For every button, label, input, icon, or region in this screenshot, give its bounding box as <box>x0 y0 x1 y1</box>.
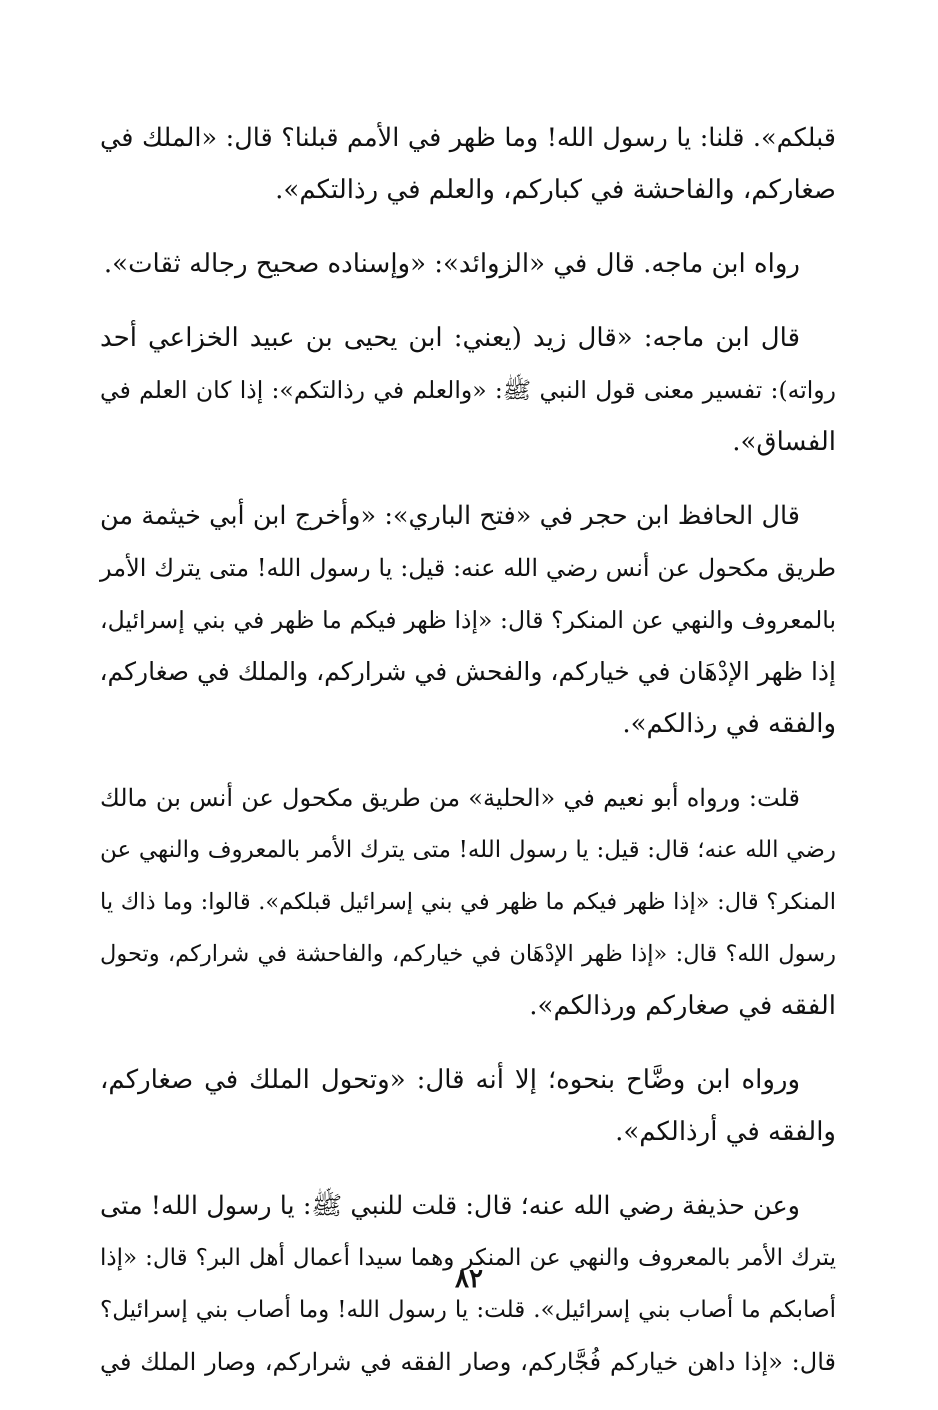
text-line: المنكر؟ قال: «إذا ظهر فيكم ما ظهر في بني إسرائيل قبلكم». قالوا: وما ذاك يا <box>100 889 836 915</box>
text-line: قال الحافظ ابن حجر في «فتح الباري»: «وأخرج ابن أبي خيثمة من <box>100 501 800 531</box>
paragraph <box>100 112 836 216</box>
text-line: طريق مكحول عن أنس رضي الله عنه: قيل: يا رسول الله! متى يترك الأمر <box>100 554 836 582</box>
text-line: رسول الله؟ قال: «إذا ظهر الإدْهَان في خياركم، والفاحشة في شراركم، وتحول <box>100 941 836 967</box>
text-line: وعن حذيفة رضي الله عنه؛ قال: قلت للنبي ﷺ: يا رسول الله! متى <box>100 1191 800 1221</box>
text-line: قال: «إذا داهن خياركم فُجَّاركم، وصار الفقه في شراركم، وصار الملك في <box>100 1348 836 1376</box>
paragraph <box>100 238 836 290</box>
paragraph <box>100 490 836 750</box>
text-line: الفساق». <box>732 427 836 457</box>
page-number: ٨٢ <box>455 1264 483 1294</box>
text-line: رواه ابن ماجه. قال في «الزوائد»: «وإسناده صحيح رجاله ثقات». <box>103 249 800 279</box>
text-line: رواته): تفسير معنى قول النبي ﷺ: «والعلم في رذالتكم»: إذا كان العلم في <box>100 376 836 404</box>
paragraph <box>100 772 836 1032</box>
text-line: الفقه في صغاركم ورذالكم». <box>529 991 836 1021</box>
text-line: والفقه في رذالكم». <box>622 709 836 739</box>
page-body <box>100 112 836 1410</box>
text-line: قبلكم». قلنا: يا رسول الله! وما ظهر في الأمم قبلنا؟ قال: «الملك في <box>100 123 836 153</box>
text-line: يترك الأمر بالمعروف والنهي عن المنكر وهما سيدا أعمال أهل البر؟ قال: «إذا <box>100 1245 836 1271</box>
text-line: قلت: ورواه أبو نعيم في «الحلية» من طريق مكحول عن أنس بن مالك <box>100 784 800 812</box>
text-line: إذا ظهر الإدْهَان في خياركم، والفحش في شراركم، والملك في صغاركم، <box>99 657 836 686</box>
text-line: رضي الله عنه؛ قال: قيل: يا رسول الله! متى يترك الأمر بالمعروف والنهي عن <box>100 837 836 863</box>
text-line: والفقه في أرذالكم». <box>615 1117 836 1147</box>
text-line: بالمعروف والنهي عن المنكر؟ قال: «إذا ظهر فيكم ما ظهر في بني إسرائيل، <box>100 606 836 634</box>
text-line: ورواه ابن وضَّاح بنحوه؛ إلا أنه قال: «وتحول الملك في صغاركم، <box>100 1065 801 1095</box>
paragraph <box>100 312 836 468</box>
text-line: أصابكم ما أصاب بني إسرائيل». قلت: يا رسول الله! وما أصاب بني إسرائيل؟ <box>100 1297 836 1323</box>
text-line: قال ابن ماجه: «قال زيد (يعني: ابن يحيى بن عبيد الخزاعي أحد <box>100 323 800 353</box>
text-line: صغاركم، والفاحشة في كباركم، والعلم في رذالتكم». <box>275 175 836 205</box>
paragraph <box>100 1054 836 1158</box>
